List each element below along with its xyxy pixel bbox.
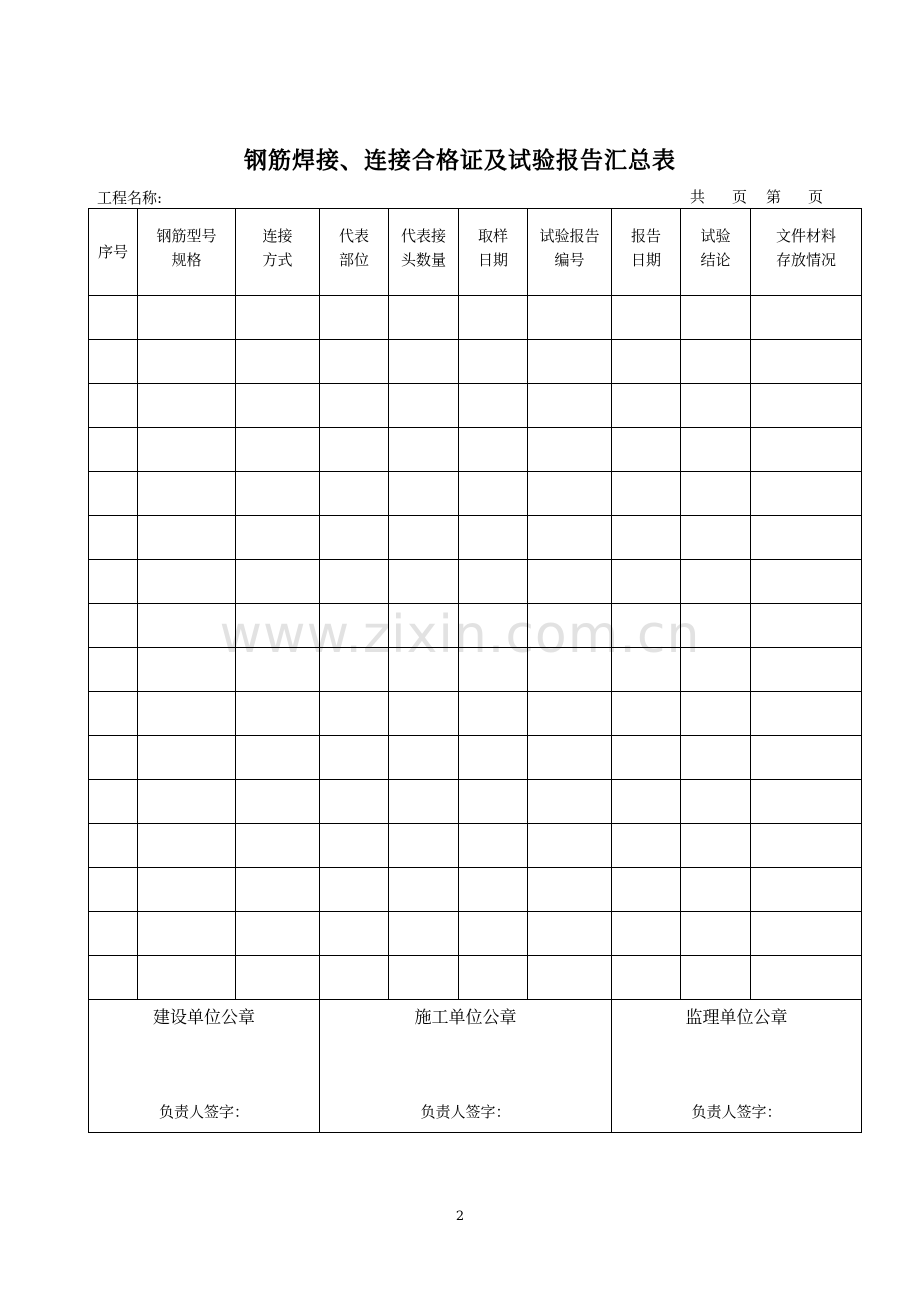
table-cell[interactable] [612, 780, 681, 824]
table-cell[interactable] [612, 472, 681, 516]
table-cell[interactable] [389, 780, 459, 824]
table-cell[interactable] [528, 780, 612, 824]
col-header-index: 序号 [89, 209, 138, 296]
table-cell[interactable] [681, 824, 751, 868]
table-cell[interactable] [459, 428, 528, 472]
table-row [89, 384, 862, 428]
table-row [89, 604, 862, 648]
table-cell[interactable] [236, 692, 320, 736]
table-cell[interactable] [681, 604, 751, 648]
table-cell[interactable] [612, 648, 681, 692]
table-cell[interactable] [320, 560, 389, 604]
table-cell[interactable] [751, 604, 862, 648]
col-header-conclusion: 试验 结论 [681, 209, 751, 296]
table-cell[interactable] [459, 472, 528, 516]
table-cell[interactable] [612, 428, 681, 472]
table-cell[interactable] [751, 956, 862, 1000]
table-cell[interactable] [612, 340, 681, 384]
table-cell[interactable] [389, 560, 459, 604]
table-cell[interactable] [751, 296, 862, 340]
col-header-storage: 文件材料 存放情况 [751, 209, 862, 296]
table-cell[interactable] [389, 648, 459, 692]
table-cell[interactable] [528, 648, 612, 692]
table-cell[interactable] [320, 868, 389, 912]
col-header-method: 连接 方式 [236, 209, 320, 296]
table-cell[interactable] [138, 780, 236, 824]
table-cell[interactable] [89, 780, 138, 824]
table-cell[interactable] [138, 296, 236, 340]
table-cell[interactable] [236, 912, 320, 956]
table-cell[interactable] [459, 956, 528, 1000]
table-cell[interactable] [236, 428, 320, 472]
owner-sign-label: 负责人签字： [158, 1103, 249, 1121]
table-cell[interactable] [612, 868, 681, 912]
col-header-report-date: 报告 日期 [612, 209, 681, 296]
table-row [89, 472, 862, 516]
table-cell[interactable] [236, 384, 320, 428]
table-cell[interactable] [138, 384, 236, 428]
table-cell[interactable] [138, 736, 236, 780]
table-cell[interactable] [89, 692, 138, 736]
document-title: 钢筋焊接、连接合格证及试验报告汇总表 [244, 148, 676, 174]
table-cell[interactable] [612, 560, 681, 604]
table-cell[interactable] [528, 296, 612, 340]
signature-supervisor [612, 1000, 862, 1133]
table-cell[interactable] [320, 472, 389, 516]
table-cell[interactable] [89, 296, 138, 340]
table-cell[interactable] [138, 692, 236, 736]
table-cell[interactable] [389, 692, 459, 736]
table-row [89, 824, 862, 868]
table-cell[interactable] [459, 780, 528, 824]
table-cell[interactable] [320, 692, 389, 736]
table-cell[interactable] [612, 692, 681, 736]
table-cell[interactable] [138, 648, 236, 692]
col-header-report-no: 试验报告 编号 [528, 209, 612, 296]
table-cell[interactable] [681, 428, 751, 472]
table-cell[interactable] [320, 296, 389, 340]
table-cell[interactable] [528, 428, 612, 472]
signature-contractor [320, 1000, 612, 1133]
table-row [89, 428, 862, 472]
table-cell[interactable] [236, 648, 320, 692]
supervisor-sign-label: 负责人签字： [691, 1103, 782, 1121]
table-body [89, 296, 862, 1000]
table-cell[interactable] [89, 428, 138, 472]
table-cell[interactable] [612, 912, 681, 956]
table-cell[interactable] [612, 384, 681, 428]
table-cell[interactable] [459, 912, 528, 956]
table-cell[interactable] [389, 824, 459, 868]
page-counter [690, 186, 823, 207]
table-row [89, 736, 862, 780]
table-cell[interactable] [138, 472, 236, 516]
signature-owner [89, 1000, 320, 1133]
table-cell[interactable] [138, 604, 236, 648]
table-cell[interactable] [320, 384, 389, 428]
table-row [89, 912, 862, 956]
col-header-location: 代表 部位 [320, 209, 389, 296]
table-cell[interactable] [89, 824, 138, 868]
table-cell[interactable] [236, 296, 320, 340]
col-header-spec: 钢筋型号 规格 [138, 209, 236, 296]
table-cell[interactable] [681, 340, 751, 384]
table-cell[interactable] [681, 868, 751, 912]
table-cell[interactable] [89, 340, 138, 384]
table-cell[interactable] [528, 560, 612, 604]
table-cell[interactable] [138, 516, 236, 560]
contractor-seal-label: 施工单位公章 [414, 1008, 517, 1028]
table-cell[interactable] [236, 472, 320, 516]
table-cell[interactable] [389, 912, 459, 956]
table-cell[interactable] [751, 384, 862, 428]
table-cell[interactable] [528, 912, 612, 956]
table-cell[interactable] [528, 956, 612, 1000]
table-cell[interactable] [89, 472, 138, 516]
table-cell[interactable] [320, 604, 389, 648]
table-cell[interactable] [236, 736, 320, 780]
table-cell[interactable] [751, 736, 862, 780]
signature-row [89, 1000, 862, 1133]
table-cell[interactable] [236, 868, 320, 912]
page-unit-label-2: 页 [808, 188, 824, 206]
table-cell[interactable] [89, 384, 138, 428]
table-cell[interactable] [89, 956, 138, 1000]
table-cell[interactable] [138, 428, 236, 472]
table-cell[interactable] [681, 956, 751, 1000]
table-cell[interactable] [320, 736, 389, 780]
table-cell[interactable] [389, 736, 459, 780]
header-row [89, 209, 862, 296]
table-cell[interactable] [389, 868, 459, 912]
table-cell[interactable] [89, 648, 138, 692]
table-cell[interactable] [459, 692, 528, 736]
page-total-label: 共 [690, 188, 706, 206]
table-cell[interactable] [612, 956, 681, 1000]
table-cell[interactable] [528, 384, 612, 428]
table-cell[interactable] [459, 560, 528, 604]
table-cell[interactable] [89, 912, 138, 956]
table-cell[interactable] [389, 428, 459, 472]
table-cell[interactable] [681, 296, 751, 340]
table-cell[interactable] [138, 868, 236, 912]
table-row [89, 516, 862, 560]
col-header-quantity: 代表接 头数量 [389, 209, 459, 296]
table-cell[interactable] [528, 516, 612, 560]
table-cell[interactable] [528, 736, 612, 780]
table-cell[interactable] [751, 472, 862, 516]
table-cell[interactable] [612, 824, 681, 868]
table-cell[interactable] [681, 780, 751, 824]
table-cell[interactable] [89, 736, 138, 780]
table-cell[interactable] [320, 340, 389, 384]
table-cell[interactable] [751, 340, 862, 384]
table-cell[interactable] [138, 824, 236, 868]
table-cell[interactable] [320, 912, 389, 956]
table-cell[interactable] [236, 340, 320, 384]
table-cell[interactable] [528, 692, 612, 736]
table-cell[interactable] [236, 560, 320, 604]
table-cell[interactable] [751, 428, 862, 472]
table-cell[interactable] [389, 384, 459, 428]
table-cell[interactable] [320, 780, 389, 824]
table-cell[interactable] [89, 604, 138, 648]
table-cell[interactable] [459, 648, 528, 692]
table-cell[interactable] [320, 824, 389, 868]
table-row [89, 868, 862, 912]
table-cell[interactable] [751, 868, 862, 912]
table-row [89, 296, 862, 340]
table-cell[interactable] [751, 516, 862, 560]
table-cell[interactable] [681, 384, 751, 428]
table-cell[interactable] [236, 516, 320, 560]
table-cell[interactable] [459, 384, 528, 428]
table-cell[interactable] [681, 736, 751, 780]
table-cell[interactable] [528, 604, 612, 648]
table-cell[interactable] [751, 912, 862, 956]
watermark: www.zixin.com.cn [219, 605, 701, 665]
table-cell[interactable] [236, 780, 320, 824]
table-cell[interactable] [138, 956, 236, 1000]
table-cell[interactable] [236, 604, 320, 648]
summary-table [88, 208, 862, 1133]
table-cell[interactable] [612, 736, 681, 780]
table-cell[interactable] [681, 912, 751, 956]
table-cell[interactable] [389, 604, 459, 648]
table-cell[interactable] [138, 912, 236, 956]
table-cell[interactable] [320, 428, 389, 472]
table-cell[interactable] [459, 296, 528, 340]
table-cell[interactable] [528, 824, 612, 868]
table-cell[interactable] [236, 956, 320, 1000]
table-cell[interactable] [528, 868, 612, 912]
table-row [89, 692, 862, 736]
table-cell[interactable] [89, 868, 138, 912]
table-row [89, 648, 862, 692]
table-cell[interactable] [612, 516, 681, 560]
table-cell[interactable] [320, 648, 389, 692]
table-cell[interactable] [459, 868, 528, 912]
table-cell[interactable] [89, 560, 138, 604]
table-cell[interactable] [389, 956, 459, 1000]
table-cell[interactable] [138, 560, 236, 604]
supervisor-seal-label: 监理单位公章 [685, 1008, 788, 1028]
table-cell[interactable] [681, 560, 751, 604]
table-cell[interactable] [681, 692, 751, 736]
table-cell[interactable] [459, 824, 528, 868]
table-row [89, 560, 862, 604]
table-cell[interactable] [751, 560, 862, 604]
page-unit-label: 页 [732, 188, 748, 206]
contractor-sign-label: 负责人签字： [420, 1103, 511, 1121]
table-cell[interactable] [459, 340, 528, 384]
owner-seal-label: 建设单位公章 [153, 1008, 255, 1028]
page-number: 2 [455, 1209, 465, 1224]
table-cell[interactable] [320, 516, 389, 560]
table-cell[interactable] [389, 296, 459, 340]
table-cell[interactable] [528, 472, 612, 516]
table-cell[interactable] [138, 340, 236, 384]
table-cell[interactable] [751, 780, 862, 824]
page-nth-label: 第 [766, 188, 782, 206]
table-cell[interactable] [459, 736, 528, 780]
table-cell[interactable] [320, 956, 389, 1000]
table-cell[interactable] [459, 604, 528, 648]
table-cell[interactable] [681, 472, 751, 516]
table-cell[interactable] [751, 692, 862, 736]
table-cell[interactable] [681, 648, 751, 692]
table-cell[interactable] [612, 296, 681, 340]
table-cell[interactable] [751, 648, 862, 692]
table-row [89, 340, 862, 384]
table-cell[interactable] [389, 516, 459, 560]
table-cell[interactable] [236, 824, 320, 868]
table-cell[interactable] [459, 516, 528, 560]
table-row [89, 780, 862, 824]
col-header-sample-date: 取样 日期 [459, 209, 528, 296]
table-cell[interactable] [389, 340, 459, 384]
table-cell[interactable] [612, 604, 681, 648]
table-cell[interactable] [751, 824, 862, 868]
project-name-label: 工程名称: [97, 189, 163, 207]
table-cell[interactable] [89, 516, 138, 560]
table-cell[interactable] [389, 472, 459, 516]
table-row [89, 956, 862, 1000]
table-cell[interactable] [528, 340, 612, 384]
table-cell[interactable] [681, 516, 751, 560]
